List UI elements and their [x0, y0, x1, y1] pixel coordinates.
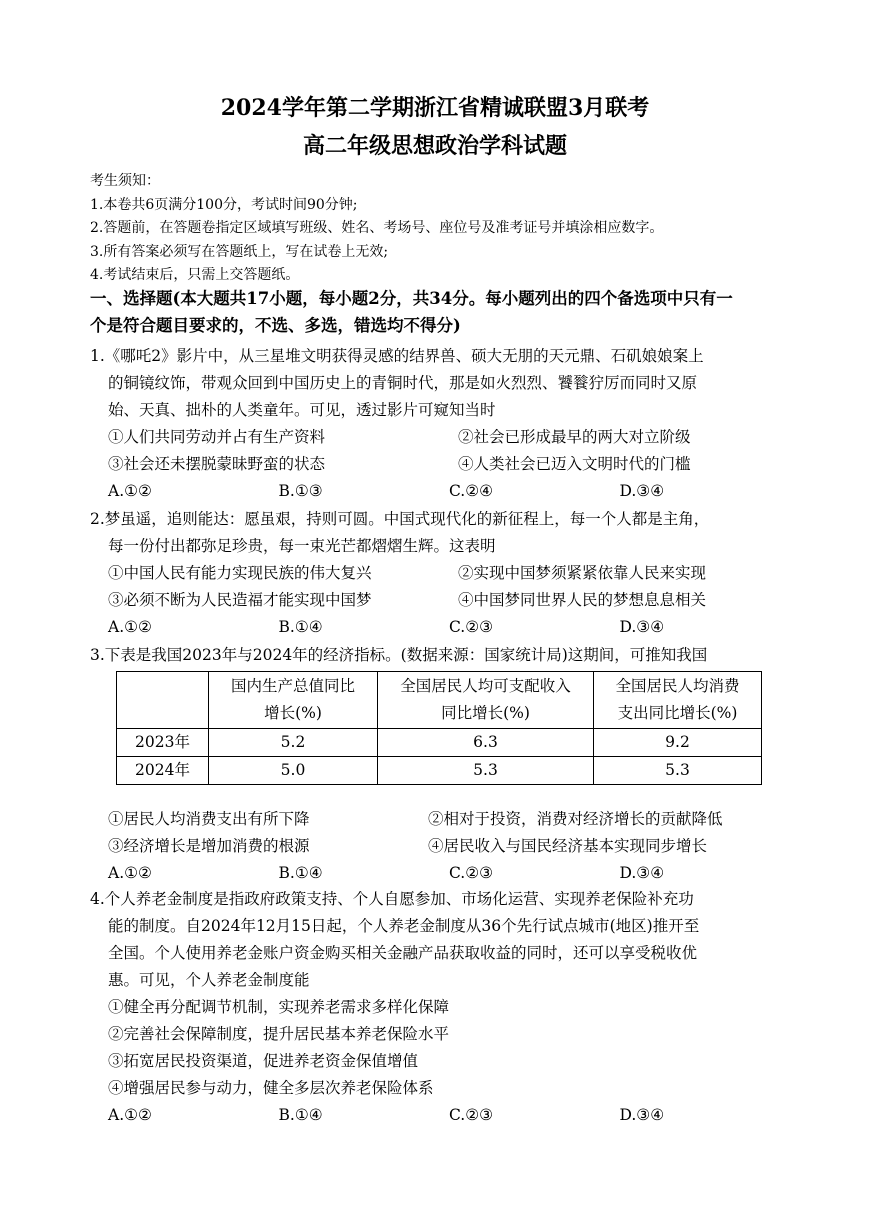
option-1: ①居民人均消费支出有所下降: [108, 810, 310, 828]
column-header-income: [378, 672, 594, 729]
header-line: 全国居民人均可支配收入: [400, 677, 571, 695]
header-line: 同比增长(%): [441, 704, 530, 722]
answer-b: B.①④: [278, 618, 323, 636]
stem-line: 能的制度。自2024年12月15日起，个人养老金制度从36个先行试点城市(地区)推开至: [108, 917, 700, 935]
answer-a: A.①②: [108, 482, 152, 500]
section-heading-line: 一、选择题(本大题共17小题，每小题2分，共34分。每小题列出的四个备选项中只有一: [90, 289, 733, 308]
notice-item: 4.考试结束后，只需上交答题纸。: [90, 267, 300, 283]
option-2: ②社会已形成最早的两大对立阶级: [458, 428, 691, 446]
option-2: ②相对于投资，消费对经济增长的贡献降低: [428, 810, 723, 828]
question-stem: [90, 343, 790, 424]
option-1: ①人们共同劳动并占有生产资料: [108, 428, 326, 446]
cell-gdp: 5.0: [209, 757, 378, 785]
cell-income: 5.3: [378, 757, 594, 785]
section-heading: [90, 285, 790, 339]
stem-line: 2.梦虽遥，追则能达：愿虽艰，持则可圆。中国式现代化的新征程上，每一个人都是主角，: [90, 510, 710, 528]
header-line: 支出同比增长(%): [617, 704, 738, 722]
answer-choices: [90, 478, 790, 505]
stem-line: 4.个人养老金制度是指政府政策支持、个人自愿参加、市场化运营、实现养老保险补充功: [90, 890, 694, 908]
stem-line: 全国。个人使用养老金账户资金购买相关金融产品获取收益的同时，还可以享受税收优: [108, 944, 698, 962]
table-corner-cell: [117, 672, 209, 729]
answer-d: D.③④: [619, 482, 665, 500]
option-row: [90, 1048, 790, 1075]
answer-c: C.②④: [449, 482, 494, 500]
cell-income: 6.3: [378, 729, 594, 757]
option-row: [90, 994, 790, 1021]
answer-choices: [90, 860, 790, 887]
notice-item: 1.本卷共6页满分100分，考试时间90分钟;: [90, 196, 358, 213]
cell-consumption: 9.2: [594, 729, 762, 757]
cell-gdp: 5.2: [209, 729, 378, 757]
question-stem: [90, 886, 790, 994]
answer-d: D.③④: [619, 1106, 665, 1124]
option-4: ④人类社会已迈入文明时代的门槛: [458, 455, 691, 473]
option-3: ③经济增长是增加消费的根源: [108, 837, 310, 855]
stem-line: 每一份付出都弥足珍贵，每一束光芒都熠熠生辉。这表明: [108, 537, 496, 555]
question-3: [90, 642, 790, 669]
section-heading-line: 个是符合题目要求的，不选、多选，错选均不得分): [90, 316, 461, 335]
answer-d: D.③④: [619, 864, 665, 882]
row-year: 2024年: [117, 757, 209, 785]
candidate-notice: [90, 170, 790, 288]
answer-choices: [90, 614, 790, 641]
answer-choices: [90, 1102, 790, 1129]
answer-b: B.①③: [278, 482, 323, 500]
option-1: ①健全再分配调节机制，实现养老需求多样化保障: [108, 998, 450, 1016]
stem-line: 始、天真、拙朴的人类童年。可见，透过影片可窥知当时: [108, 401, 496, 419]
option-3: ③社会还未摆脱蒙昧野蛮的状态: [108, 455, 326, 473]
header-line: 增长(%): [264, 704, 322, 722]
answer-d: D.③④: [619, 618, 665, 636]
header-line: 国内生产总值同比: [230, 677, 355, 695]
option-row: [90, 424, 790, 451]
option-row: [90, 451, 790, 478]
stem-line: 1.《哪吒2》影片中，从三星堆文明获得灵感的结界兽、硕大无朋的天元鼎、石矶娘娘案上: [90, 347, 704, 365]
option-4: ④增强居民参与动力，健全多层次养老保险体系: [108, 1079, 434, 1097]
economic-indicators-table: [116, 671, 762, 785]
option-4: ④中国梦同世界人民的梦想息息相关: [458, 591, 707, 609]
answer-c: C.②③: [449, 864, 494, 882]
table-header-row: [117, 672, 762, 729]
option-1: ①中国人民有能力实现民族的伟大复兴: [108, 564, 372, 582]
header-line: 全国居民人均消费: [615, 677, 740, 695]
question-1: [90, 343, 790, 505]
table-row: [117, 729, 762, 757]
notice-item: 3.所有答案必须写在答题纸上，写在试卷上无效;: [90, 243, 389, 260]
table-row: [117, 757, 762, 785]
answer-c: C.②③: [449, 618, 494, 636]
column-header-consumption: [594, 672, 762, 729]
row-year: 2023年: [117, 729, 209, 757]
option-3: ③拓宽居民投资渠道，促进养老资金保值增值: [108, 1052, 419, 1070]
notice-heading: 考生须知：: [90, 173, 160, 189]
column-header-gdp: [209, 672, 378, 729]
option-row: [90, 806, 790, 833]
question-4: [90, 886, 790, 1129]
answer-c: C.②③: [449, 1106, 494, 1124]
question-stem: 3.下表是我国2023年与2024年的经济指标。(数据来源：国家统计局)这期间，可推知我国: [90, 646, 708, 664]
option-3: ③必须不断为人民造福才能实现中国梦: [108, 591, 372, 609]
cell-consumption: 5.3: [594, 757, 762, 785]
answer-a: A.①②: [108, 618, 152, 636]
option-row: [90, 1075, 790, 1102]
answer-a: A.①②: [108, 864, 152, 882]
answer-b: B.①④: [278, 864, 323, 882]
question-stem: [90, 506, 790, 560]
notice-item: 2.答题前，在答题卷指定区域填写班级、姓名、考场号、座位号及准考证号并填涂相应数字。: [90, 220, 664, 236]
exam-subtitle: 高二年级思想政治学科试题: [302, 133, 567, 159]
question-2: [90, 506, 790, 641]
answer-b: B.①④: [278, 1106, 323, 1124]
option-row: [90, 1021, 790, 1048]
option-4: ④居民收入与国民经济基本实现同步增长: [428, 837, 708, 855]
stem-line: 的铜镜纹饰，带观众回到中国历史上的青铜时代，那是如火烈烈、饕餮狞厉而同时又原: [108, 374, 698, 392]
answer-a: A.①②: [108, 1106, 152, 1124]
exam-title: 2024学年第二学期浙江省精诚联盟3月联考: [220, 95, 650, 121]
option-row: [90, 833, 790, 860]
option-2: ②完善社会保障制度，提升居民基本养老保险水平: [108, 1025, 450, 1043]
option-row: [90, 587, 790, 614]
option-2: ②实现中国梦须紧紧依靠人民来实现: [458, 564, 707, 582]
question-3-options: [90, 806, 790, 887]
stem-line: 惠。可见，个人养老金制度能: [108, 971, 310, 989]
option-row: [90, 560, 790, 587]
